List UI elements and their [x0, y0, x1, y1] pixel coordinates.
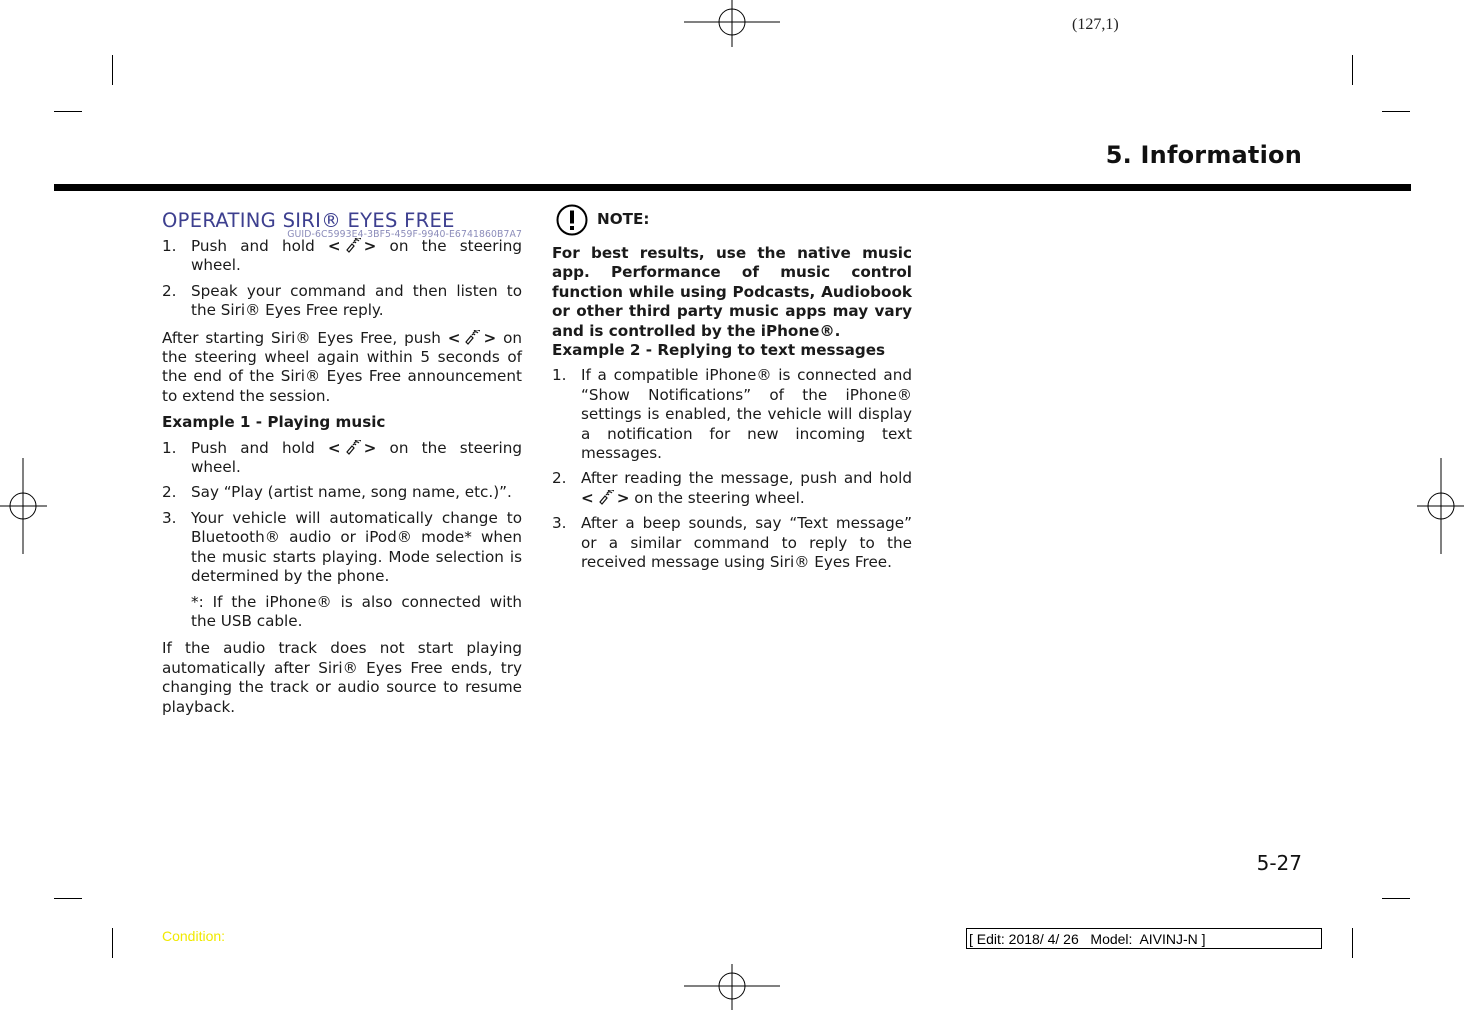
registration-mark-left	[0, 458, 48, 554]
list-item: 1. Push and hold < > on the steering wheel.	[162, 438, 522, 477]
list-item: 2. Speak your command and then listen to the Siri® Eyes Free reply.	[162, 281, 522, 320]
list-item: 3. After a beep sounds, say “Text message” or a similar command to reply to the received message using Siri® Eyes Free.	[552, 514, 912, 572]
voice-button-ref: < >	[327, 237, 377, 255]
chapter-rule	[54, 184, 1411, 191]
example1-heading: Example 1 - Playing music	[162, 413, 386, 432]
voice-button-ref: < >	[581, 488, 630, 507]
example2-steps	[552, 366, 912, 572]
section-guid: GUID-6C5993E4-3BF5-459F-9940-E6741860B7A7	[287, 229, 522, 240]
crop-mark	[112, 55, 113, 85]
exclamation-note-icon	[556, 204, 588, 236]
registration-mark-top	[684, 0, 780, 48]
closing-paragraph: If the audio track does not start playing automatically after Siri® Eyes Free ends, try changing the track or audio source to resume playback.	[162, 639, 522, 716]
list-item: 2. Say “Play (artist name, song name, etc.)”.	[162, 483, 512, 502]
note-header	[552, 204, 912, 240]
crop-mark	[54, 111, 82, 112]
right-column	[552, 204, 912, 573]
voice-recognition-icon	[597, 490, 614, 505]
voice-button-ref: < >	[327, 438, 377, 457]
intro-steps	[162, 237, 522, 321]
note-label: NOTE:	[597, 210, 650, 228]
voice-recognition-icon	[463, 330, 480, 345]
crop-mark	[1352, 55, 1353, 85]
page-number: 5-27	[1256, 851, 1302, 875]
list-item: 3. Your vehicle will automatically change to Bluetooth® audio or iPod® mode* when the music starts playing. Mode selection is determined by the phone.	[162, 508, 522, 586]
crop-mark	[1352, 928, 1353, 958]
section-title	[162, 209, 522, 240]
footnote: *: If the iPhone® is also connected with the USB cable.	[191, 592, 522, 630]
condition-label: Condition:	[162, 928, 226, 944]
registration-mark-right	[1416, 458, 1464, 554]
list-item: 1. Push and hold < > on the steering wheel.	[162, 237, 522, 275]
voice-recognition-icon	[344, 238, 361, 253]
list-item: 2. After reading the message, push and hold < > on the steering wheel.	[552, 469, 912, 507]
registration-mark-bottom	[684, 962, 780, 1010]
voice-recognition-icon	[344, 440, 361, 455]
list-item: 1. If a compatible iPhone® is connected and “Show Notifications” of the iPhone® settings is enabled, the vehicle will display a notification for new incoming text messages.	[552, 366, 912, 463]
section-title-text: OPERATING SIRI® EYES FREE	[162, 209, 455, 232]
voice-button-ref: < >	[447, 328, 497, 347]
crop-mark	[1382, 111, 1410, 112]
crop-mark	[1382, 898, 1410, 899]
after-start-paragraph: After starting Siri® Eyes Free, push < > on the steering wheel again within 5 seconds of the end of the Siri® Eyes Free announcement to extend the session.	[162, 328, 522, 405]
edit-info-box: [ Edit: 2018/ 4/ 26 Model: AIVINJ-N ]	[966, 928, 1322, 949]
page-id: (127,1)	[1072, 16, 1119, 33]
note-body: For best results, use the native music app. Performance of music control function while using Podcasts, Audiobook or other third party music apps may vary and is controlled by the iPhone®.	[552, 244, 912, 340]
chapter-title: 5. Information	[1105, 141, 1302, 169]
example1-steps	[162, 439, 522, 587]
example2-heading: Example 2 - Replying to text messages	[552, 341, 886, 360]
crop-mark	[54, 898, 82, 899]
left-column	[162, 209, 522, 717]
crop-mark	[112, 928, 113, 958]
